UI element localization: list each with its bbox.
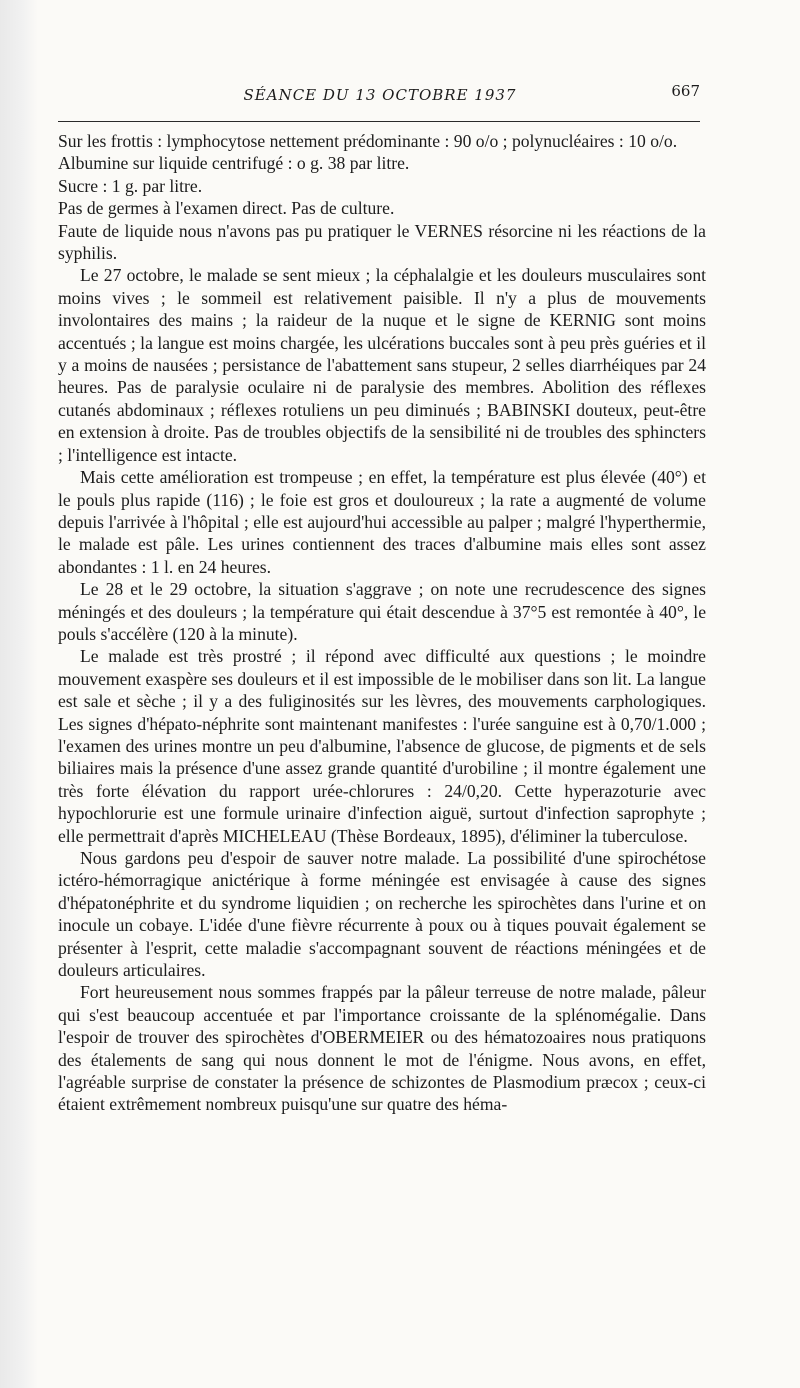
page-gutter-shadow bbox=[0, 0, 38, 1388]
paragraph-prostre: Le malade est très prostré ; il répond avec difficulté aux questions ; le moindre mouvement exaspère ses douleurs et il est impossible de le mobiliser dans son lit. La langue est sale et sèche ; il y a des fuliginosités sur les lèvres, des mouvements carphologiques. Les signes d'hépato-néphrite sont maintenant manifestes : l'urée sanguine est à 0,70/1.000 ; l'examen des urines montre un peu d'albumine, l'absence de glucose, de pigments et de sels biliaires mais la présence d'une assez grande quantité d'urobiline ; il montre également une très forte élévation du rapport urée-chlorures : 24/0,20. Cette hyperazoturie avec hypochlorurie est une formule urinaire d'infection aiguë, surtout d'infection saprophyte ; elle permettrait d'après MICHELEAU (Thèse Bordeaux, 1895), d'éliminer la tuberculose. bbox=[58, 646, 706, 846]
paragraph-27-octobre: Le 27 octobre, le malade se sent mieux ; la céphalalgie et les douleurs musculaires sont moins vives ; le sommeil est relativement paisible. Il n'y a plus de mouvements involontaires des mains ; la raideur de la nuque et le signe de KERNIG sont moins accentués ; la langue est moins chargée, les ulcérations buccales sont à peu près guéries et il y a moins de nausées ; persistance de l'abattement sans stupeur, 2 selles diarrhéiques par 24 heures. Pas de paralysie oculaire ni de paralysie des membres. Abolition des réflexes cutanés abdominaux ; réflexes rotuliens un peu diminués ; BABINSKI douteux, peut-être en extension à droite. Pas de troubles objectifs de la sensibilité ni de troubles des sphincters ; l'intelligence est intacte. bbox=[58, 265, 706, 465]
paragraph-frottis: Sur les frottis : lymphocytose nettement prédominante : 90 o/o ; polynucléaires : 10 o/o. bbox=[58, 131, 678, 151]
paragraph-28-29-octobre: Le 28 et le 29 octobre, la situation s'aggrave ; on note une recrudescence des signes méningés et des douleurs ; la température qui était descendue à 37°5 est remontée à 40°, le pouls s'accélère (120 à la minute). bbox=[58, 579, 706, 644]
paragraph-sucre: Sucre : 1 g. par litre. bbox=[58, 175, 203, 196]
body-text bbox=[58, 130, 706, 1116]
page-number: 667 bbox=[671, 82, 700, 100]
header-rule bbox=[58, 121, 700, 122]
paragraph-amelioration: Mais cette amélioration est trompeuse ; en effet, la température est plus élevée (40°) et le pouls plus rapide (116) ; le foie est gros et douloureux ; la rate a augmenté de volume depuis l'arrivée à l'hôpital ; elle est aujourd'hui accessible au palper ; malgré l'hyperthermie, le malade est pâle. Les urines contiennent des traces d'albumine mais elles sont assez abondantes : 1 l. en 24 heures. bbox=[58, 467, 706, 577]
paragraph-albumine: Albumine sur liquide centrifugé : o g. 38 par litre. bbox=[58, 153, 410, 174]
running-head: SÉANCE DU 13 OCTOBRE 1937 bbox=[243, 86, 517, 104]
paragraph-paleur: Fort heureusement nous sommes frappés par la pâleur terreuse de notre malade, pâleur qui s'est beaucoup accentuée et par l'importance croissante de la splénomégalie. Dans l'espoir de trouver des spirochètes d'OBERMEIER ou des hématozoaires nous pratiquons des étalements de sang qui nous donnent le mot de l'énigme. Nous avons, en effet, l'agréable surprise de constater la présence de schizontes de Plasmodium præcox ; ceux-ci étaient extrêmement nombreux puisqu'une sur quatre des héma- bbox=[58, 982, 706, 1115]
paragraph-germes: Pas de germes à l'examen direct. Pas de culture. bbox=[58, 198, 395, 219]
paragraph-vernes: Faute de liquide nous n'avons pas pu pratiquer le VERNES résorcine ni les réactions de la syphilis. bbox=[58, 220, 706, 264]
page-header bbox=[60, 82, 700, 108]
paragraph-espoir: Nous gardons peu d'espoir de sauver notre malade. La possibilité d'une spirochétose ictéro-hémorragique anictérique à forme méningée est envisagée à cause des signes d'hépatonéphrite et du syndrome liquidien ; on recherche les spirochètes dans l'urine et on inocule un cobaye. L'idée d'une fièvre récurrente à poux ou à tiques pouvait également se présenter à l'esprit, cette maladie s'accompagnant souvent de réactions méningées et de douleurs articulaires. bbox=[58, 848, 706, 981]
